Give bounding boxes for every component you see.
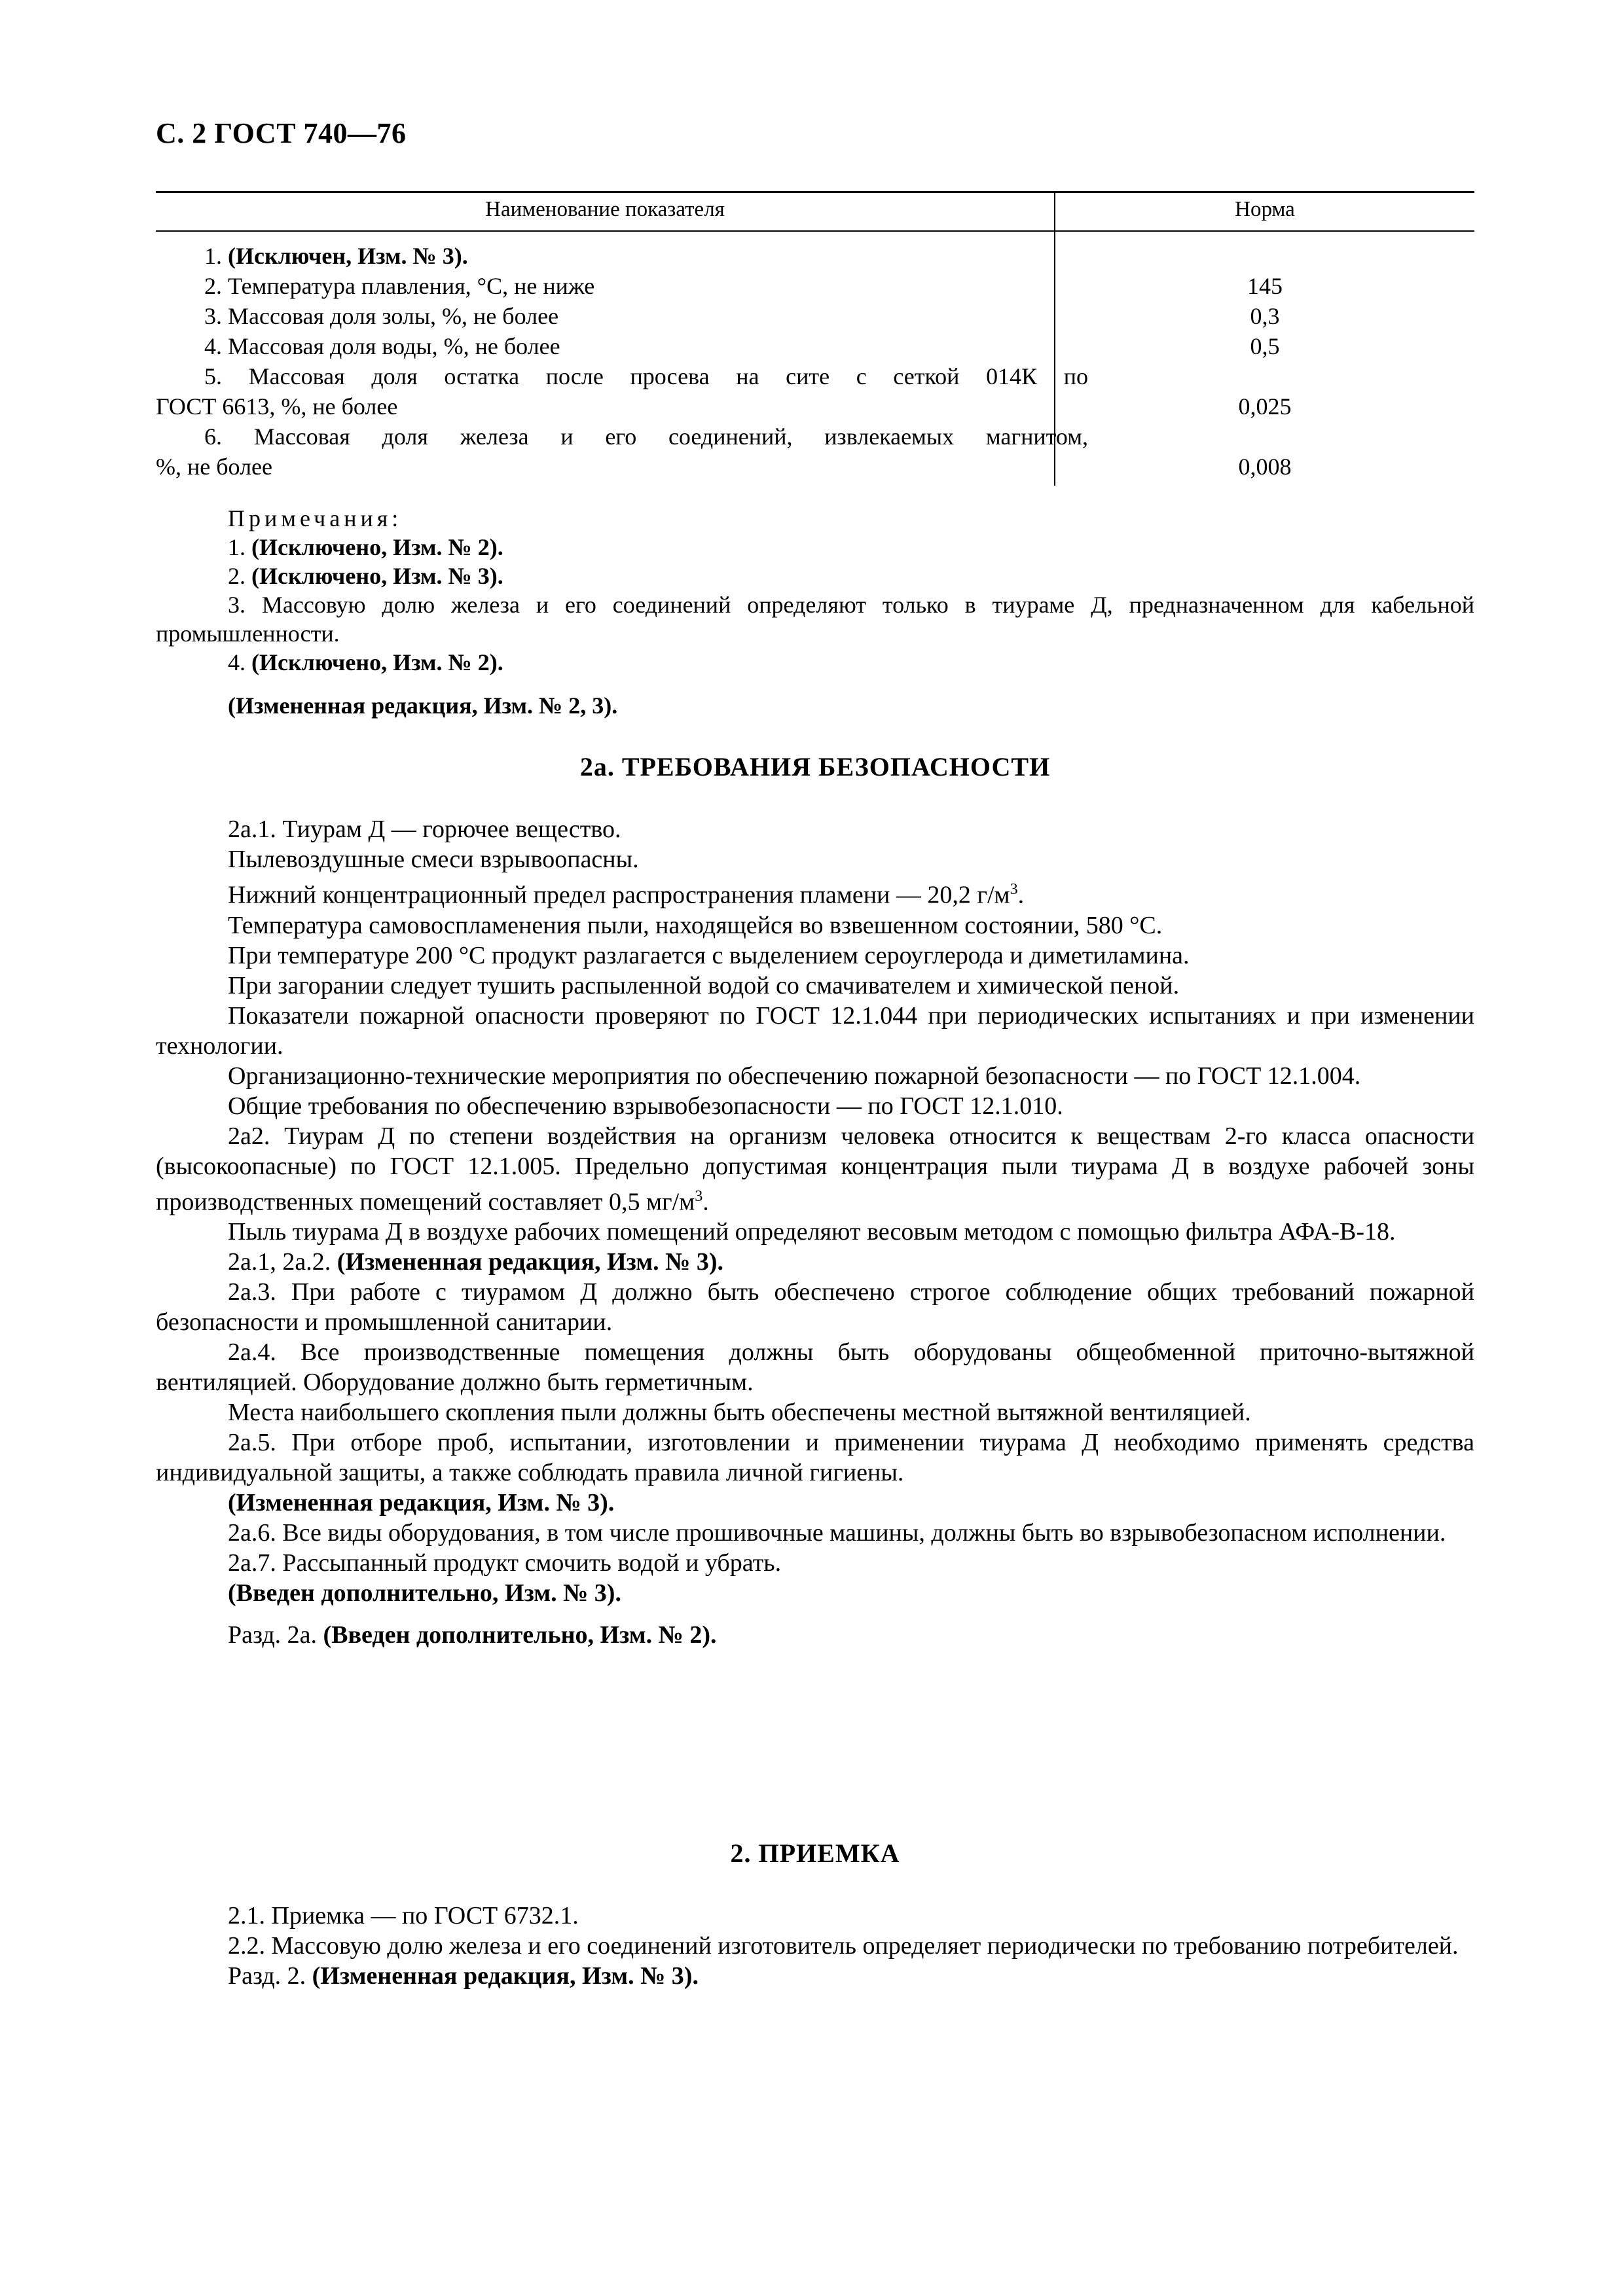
- column-header-norm: Норма: [1235, 198, 1295, 221]
- paragraph: 2а.3. При работе с тиурамом Д должно быть обеспечено строгое соблюдение общих требований пожарной безопасности и промышленной санитарии.: [156, 1278, 1474, 1336]
- row-value: 0,008: [1238, 454, 1292, 480]
- row-label: 4. Массовая доля воды, %, не более: [204, 333, 560, 359]
- paragraph: При температуре 200 °С продукт разлагается с выделением сероуглерода и диметиламина.: [228, 941, 1190, 969]
- paragraph: 2а.6. Все виды оборудования, в том числе прошивочные машины, должны быть во взрывобезопасном исполнении.: [228, 1519, 1446, 1547]
- paragraph: Организационно-технические мероприятия по обеспечению пожарной безопасности — по ГОСТ 12.1.004.: [228, 1062, 1361, 1090]
- paragraph: (Введен дополнительно, Изм. № 3).: [228, 1579, 621, 1607]
- paragraph: (Измененная редакция, Изм. № 3).: [228, 1489, 615, 1517]
- paragraph: 2а.1, 2а.2. (Измененная редакция, Изм. № 3).: [228, 1248, 724, 1276]
- paragraph: 2а2. Тиурам Д по степени воздействия на организм человека относится к веществам 2-го класса опасности (высокоопасные) по ГОСТ 12.1.005. Предельно допустимая концентрация пыли тиурама Д в воздухе рабочей зоны производственных помещений составляет 0,5 $мг/м^3$.: [156, 1122, 1474, 1216]
- notes-changed: (Измененная редакция, Изм. № 2, 3).: [228, 692, 618, 719]
- notes-title: Примечания:: [228, 505, 403, 531]
- paragraph: 2а.4. Все производственные помещения должны быть оборудованы общеобменной приточно-вытяжной вентиляцией. Оборудование должно быть герметичным.: [156, 1338, 1474, 1397]
- row-value: 0,025: [1238, 393, 1292, 420]
- paragraph: Места наибольшего скопления пыли должны быть обеспечены местной вытяжной вентиляцией.: [228, 1399, 1251, 1427]
- paragraph: 2а.5. При отборе проб, испытании, изготовлении и применении тиурама Д необходимо применять средства индивидуальной защиты, а также соблюдать правила личной гигиены.: [156, 1429, 1474, 1487]
- section-2-title: 2. ПРИЕМКА: [730, 1839, 900, 1868]
- paragraph: При загорании следует тушить распыленной водой со смачивателем и химической пеной.: [228, 971, 1180, 999]
- paragraph: Разд. 2. (Измененная редакция, Изм. № 3).: [228, 1962, 699, 1990]
- page-header: С. 2 ГОСТ 740—76: [156, 117, 407, 149]
- row-value: 0,3: [1250, 303, 1280, 329]
- table-top-rule: [156, 191, 1474, 193]
- table-header-rule: [156, 230, 1474, 232]
- paragraph: Температура самовоспламенения пыли, находящейся во взвешенном состоянии, 580 °С.: [228, 911, 1163, 939]
- row-label-line1: 5. Массовая доля остатка после просева на сите с сеткой 014К по: [204, 363, 1088, 389]
- note-3: 3. Массовую долю железа и его соединений определяют только в тиураме Д, предназначенном для кабельной промышленности.: [156, 592, 1474, 647]
- row-label-bold: (Исключен, Изм. № 3).: [228, 243, 468, 269]
- paragraph: Разд. 2а. (Введен дополнительно, Изм. № 2).: [228, 1621, 717, 1649]
- note-1: 1. (Исключено, Изм. № 2).: [228, 534, 503, 560]
- paragraph: 2.2. Массовую долю железа и его соединений изготовитель определяет периодически по требованию потребителей.: [228, 1932, 1459, 1960]
- paragraph: Показатели пожарной опасности проверяют по ГОСТ 12.1.044 при периодических испытаниях и при изменении технологии.: [156, 1001, 1474, 1060]
- note-4: 4. (Исключено, Изм. № 2).: [228, 649, 503, 675]
- row-label: 1.: [204, 243, 222, 269]
- paragraph: 2а.7. Рассыпанный продукт смочить водой и убрать.: [228, 1549, 782, 1577]
- section-2a-title: 2а. ТРЕБОВАНИЯ БЕЗОПАСНОСТИ: [579, 752, 1051, 781]
- note-2: 2. (Исключено, Изм. № 3).: [228, 563, 503, 589]
- paragraph: Пылевоздушные смеси взрывоопасны.: [228, 846, 639, 873]
- row-label-line2: %, не более: [156, 454, 272, 480]
- row-label: 3. Массовая доля золы, %, не более: [204, 303, 559, 329]
- section-2-body: [156, 1901, 1474, 1991]
- row-label-line1: 6. Массовая доля железа и его соединений, извлекаемых магнитом,: [204, 423, 1088, 450]
- column-header-name: Наименование показателя: [485, 198, 725, 221]
- row-value: 0,5: [1250, 333, 1280, 359]
- paragraph: Пыль тиурама Д в воздухе рабочих помещений определяют весовым методом с помощью фильтра АФА-В-18.: [228, 1218, 1396, 1246]
- row-value: 145: [1247, 273, 1283, 299]
- paragraph: Нижний концентрационный предел распространения пламени — 20,2 $г/м^3$.: [228, 881, 1025, 909]
- paragraph: 2.1. Приемка — по ГОСТ 6732.1.: [228, 1902, 579, 1929]
- notes-block: [156, 504, 1474, 720]
- row-label: 2. Температура плавления, °С, не ниже: [204, 273, 595, 299]
- paragraph: 2а.1. Тиурам Д — горючее вещество.: [228, 816, 621, 843]
- paragraph: Общие требования по обеспечению взрывобезопасности — по ГОСТ 12.1.010.: [228, 1092, 1063, 1120]
- row-label-line2: ГОСТ 6613, %, не более: [156, 393, 398, 420]
- section-2a-body: [156, 814, 1474, 1650]
